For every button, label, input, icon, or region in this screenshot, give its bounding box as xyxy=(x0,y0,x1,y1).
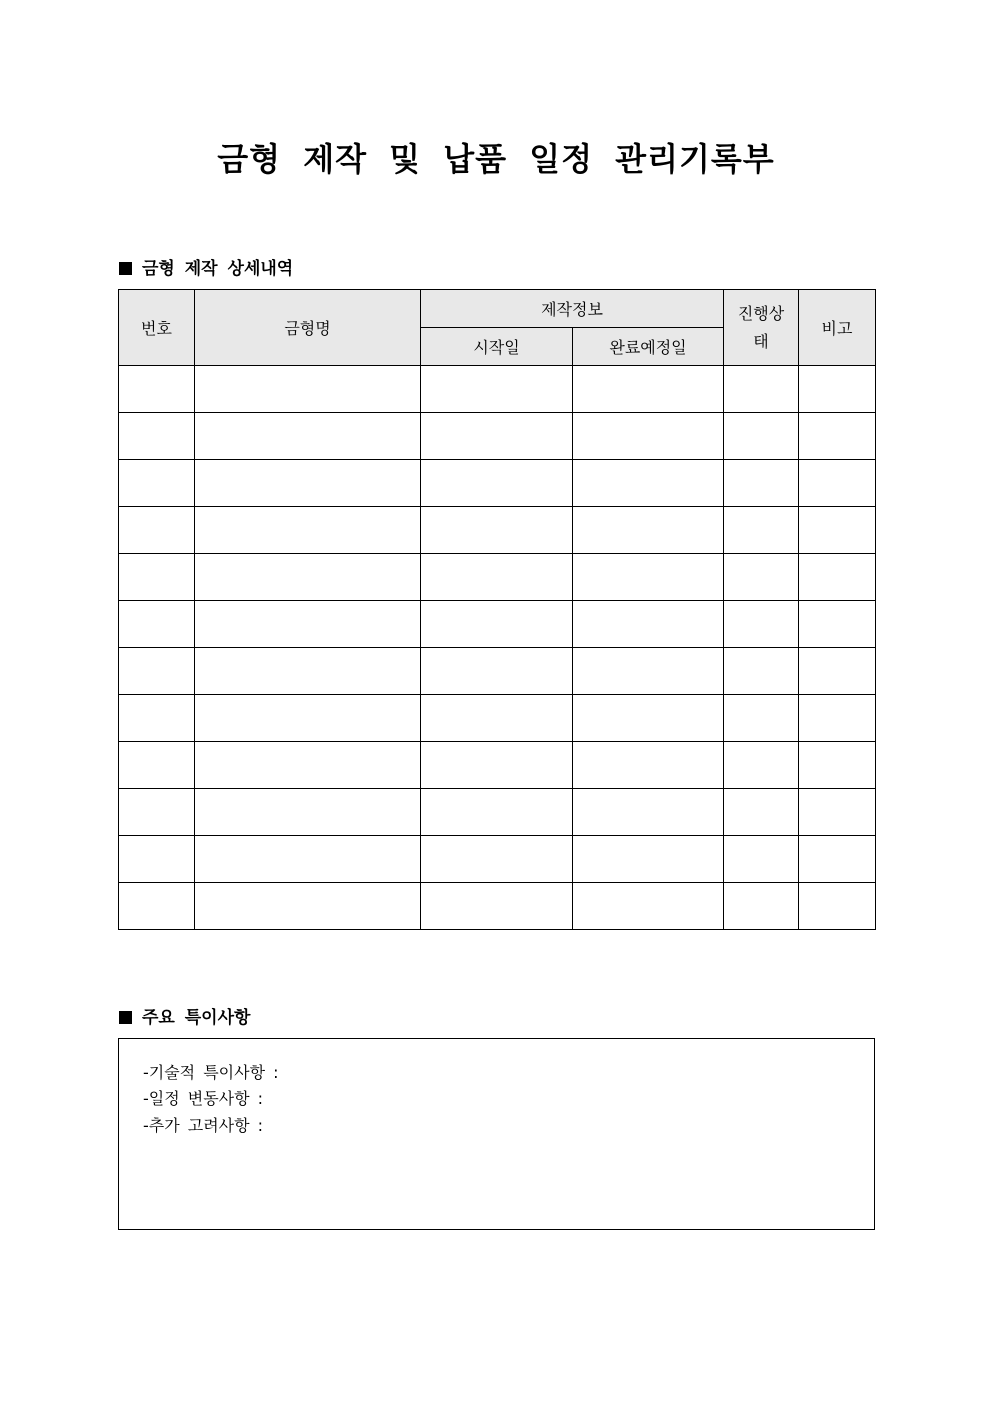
progress-status-cell[interactable] xyxy=(724,460,799,507)
start-date-cell[interactable] xyxy=(421,601,573,648)
progress-status-cell[interactable] xyxy=(724,836,799,883)
expected-completion-cell[interactable] xyxy=(573,883,724,930)
section-heading-details xyxy=(119,254,293,279)
table-row xyxy=(119,742,876,789)
header-number: 번호 xyxy=(119,290,195,366)
remarks-cell[interactable] xyxy=(799,836,876,883)
number-cell[interactable] xyxy=(119,554,195,601)
expected-completion-cell[interactable] xyxy=(573,789,724,836)
table-row xyxy=(119,507,876,554)
start-date-cell[interactable] xyxy=(421,742,573,789)
table-row xyxy=(119,413,876,460)
start-date-cell[interactable] xyxy=(421,836,573,883)
start-date-cell[interactable] xyxy=(421,366,573,413)
number-cell[interactable] xyxy=(119,695,195,742)
remarks-cell[interactable] xyxy=(799,695,876,742)
remarks-cell[interactable] xyxy=(799,648,876,695)
table-row xyxy=(119,554,876,601)
page-title: 금형 제작 및 납품 일정 관리기록부 xyxy=(217,140,775,178)
progress-status-cell[interactable] xyxy=(724,789,799,836)
number-cell[interactable] xyxy=(119,507,195,554)
header-start-date: 시작일 xyxy=(421,328,573,366)
section-heading-label: 금형 제작 상세내역 xyxy=(142,259,294,279)
progress-status-cell[interactable] xyxy=(724,601,799,648)
table-row xyxy=(119,789,876,836)
mold-name-cell[interactable] xyxy=(195,695,421,742)
table-row xyxy=(119,366,876,413)
remarks-cell[interactable] xyxy=(799,883,876,930)
remarks-cell[interactable] xyxy=(799,742,876,789)
header-expected-completion: 완료예정일 xyxy=(573,328,724,366)
expected-completion-cell[interactable] xyxy=(573,366,724,413)
remarks-cell[interactable] xyxy=(799,789,876,836)
number-cell[interactable] xyxy=(119,460,195,507)
mold-name-cell[interactable] xyxy=(195,554,421,601)
start-date-cell[interactable] xyxy=(421,507,573,554)
mold-name-cell[interactable] xyxy=(195,413,421,460)
start-date-cell[interactable] xyxy=(421,554,573,601)
remarks-cell[interactable] xyxy=(799,413,876,460)
progress-status-cell[interactable] xyxy=(724,413,799,460)
start-date-cell[interactable] xyxy=(421,789,573,836)
number-cell[interactable] xyxy=(119,648,195,695)
square-bullet-icon xyxy=(119,1011,132,1024)
number-cell[interactable] xyxy=(119,601,195,648)
table-body xyxy=(119,366,876,930)
start-date-cell[interactable] xyxy=(421,883,573,930)
table-row xyxy=(119,883,876,930)
expected-completion-cell[interactable] xyxy=(573,695,724,742)
mold-name-cell[interactable] xyxy=(195,836,421,883)
expected-completion-cell[interactable] xyxy=(573,601,724,648)
number-cell[interactable] xyxy=(119,366,195,413)
progress-status-cell[interactable] xyxy=(724,507,799,554)
start-date-cell[interactable] xyxy=(421,695,573,742)
progress-status-cell[interactable] xyxy=(724,554,799,601)
remarks-cell[interactable] xyxy=(799,460,876,507)
number-cell[interactable] xyxy=(119,742,195,789)
mold-schedule-table xyxy=(118,289,876,930)
header-remarks: 비고 xyxy=(799,290,876,366)
mold-name-cell[interactable] xyxy=(195,742,421,789)
start-date-cell[interactable] xyxy=(421,460,573,507)
table-row xyxy=(119,695,876,742)
progress-status-cell[interactable] xyxy=(724,366,799,413)
remarks-cell[interactable] xyxy=(799,554,876,601)
expected-completion-cell[interactable] xyxy=(573,507,724,554)
mold-name-cell[interactable] xyxy=(195,460,421,507)
number-cell[interactable] xyxy=(119,413,195,460)
mold-name-cell[interactable] xyxy=(195,366,421,413)
table-row xyxy=(119,648,876,695)
table-row xyxy=(119,460,876,507)
header-production-info: 제작정보 xyxy=(421,290,724,328)
number-cell[interactable] xyxy=(119,883,195,930)
mold-name-cell[interactable] xyxy=(195,601,421,648)
mold-name-cell[interactable] xyxy=(195,507,421,554)
start-date-cell[interactable] xyxy=(421,413,573,460)
note-schedule-change: -일정 변동사항 : xyxy=(143,1089,264,1108)
expected-completion-cell[interactable] xyxy=(573,460,724,507)
expected-completion-cell[interactable] xyxy=(573,836,724,883)
square-bullet-icon xyxy=(119,262,132,275)
notes-box xyxy=(118,1038,875,1230)
note-additional: -추가 고려사항 : xyxy=(143,1116,264,1135)
expected-completion-cell[interactable] xyxy=(573,554,724,601)
progress-status-cell[interactable] xyxy=(724,695,799,742)
header-mold-name: 금형명 xyxy=(195,290,421,366)
section-heading-label: 주요 특이사항 xyxy=(142,1008,251,1028)
table-row xyxy=(119,836,876,883)
remarks-cell[interactable] xyxy=(799,507,876,554)
progress-status-cell[interactable] xyxy=(724,648,799,695)
mold-name-cell[interactable] xyxy=(195,789,421,836)
expected-completion-cell[interactable] xyxy=(573,742,724,789)
expected-completion-cell[interactable] xyxy=(573,413,724,460)
number-cell[interactable] xyxy=(119,789,195,836)
header-progress-status: 진행상 태 xyxy=(724,290,799,366)
remarks-cell[interactable] xyxy=(799,366,876,413)
start-date-cell[interactable] xyxy=(421,648,573,695)
table-row xyxy=(119,601,876,648)
mold-name-cell[interactable] xyxy=(195,883,421,930)
mold-name-cell[interactable] xyxy=(195,648,421,695)
note-technical: -기술적 특이사항 : xyxy=(143,1063,279,1082)
progress-status-cell[interactable] xyxy=(724,742,799,789)
progress-status-cell[interactable] xyxy=(724,883,799,930)
section-heading-notes xyxy=(119,1003,250,1028)
remarks-cell[interactable] xyxy=(799,601,876,648)
expected-completion-cell[interactable] xyxy=(573,648,724,695)
number-cell[interactable] xyxy=(119,836,195,883)
